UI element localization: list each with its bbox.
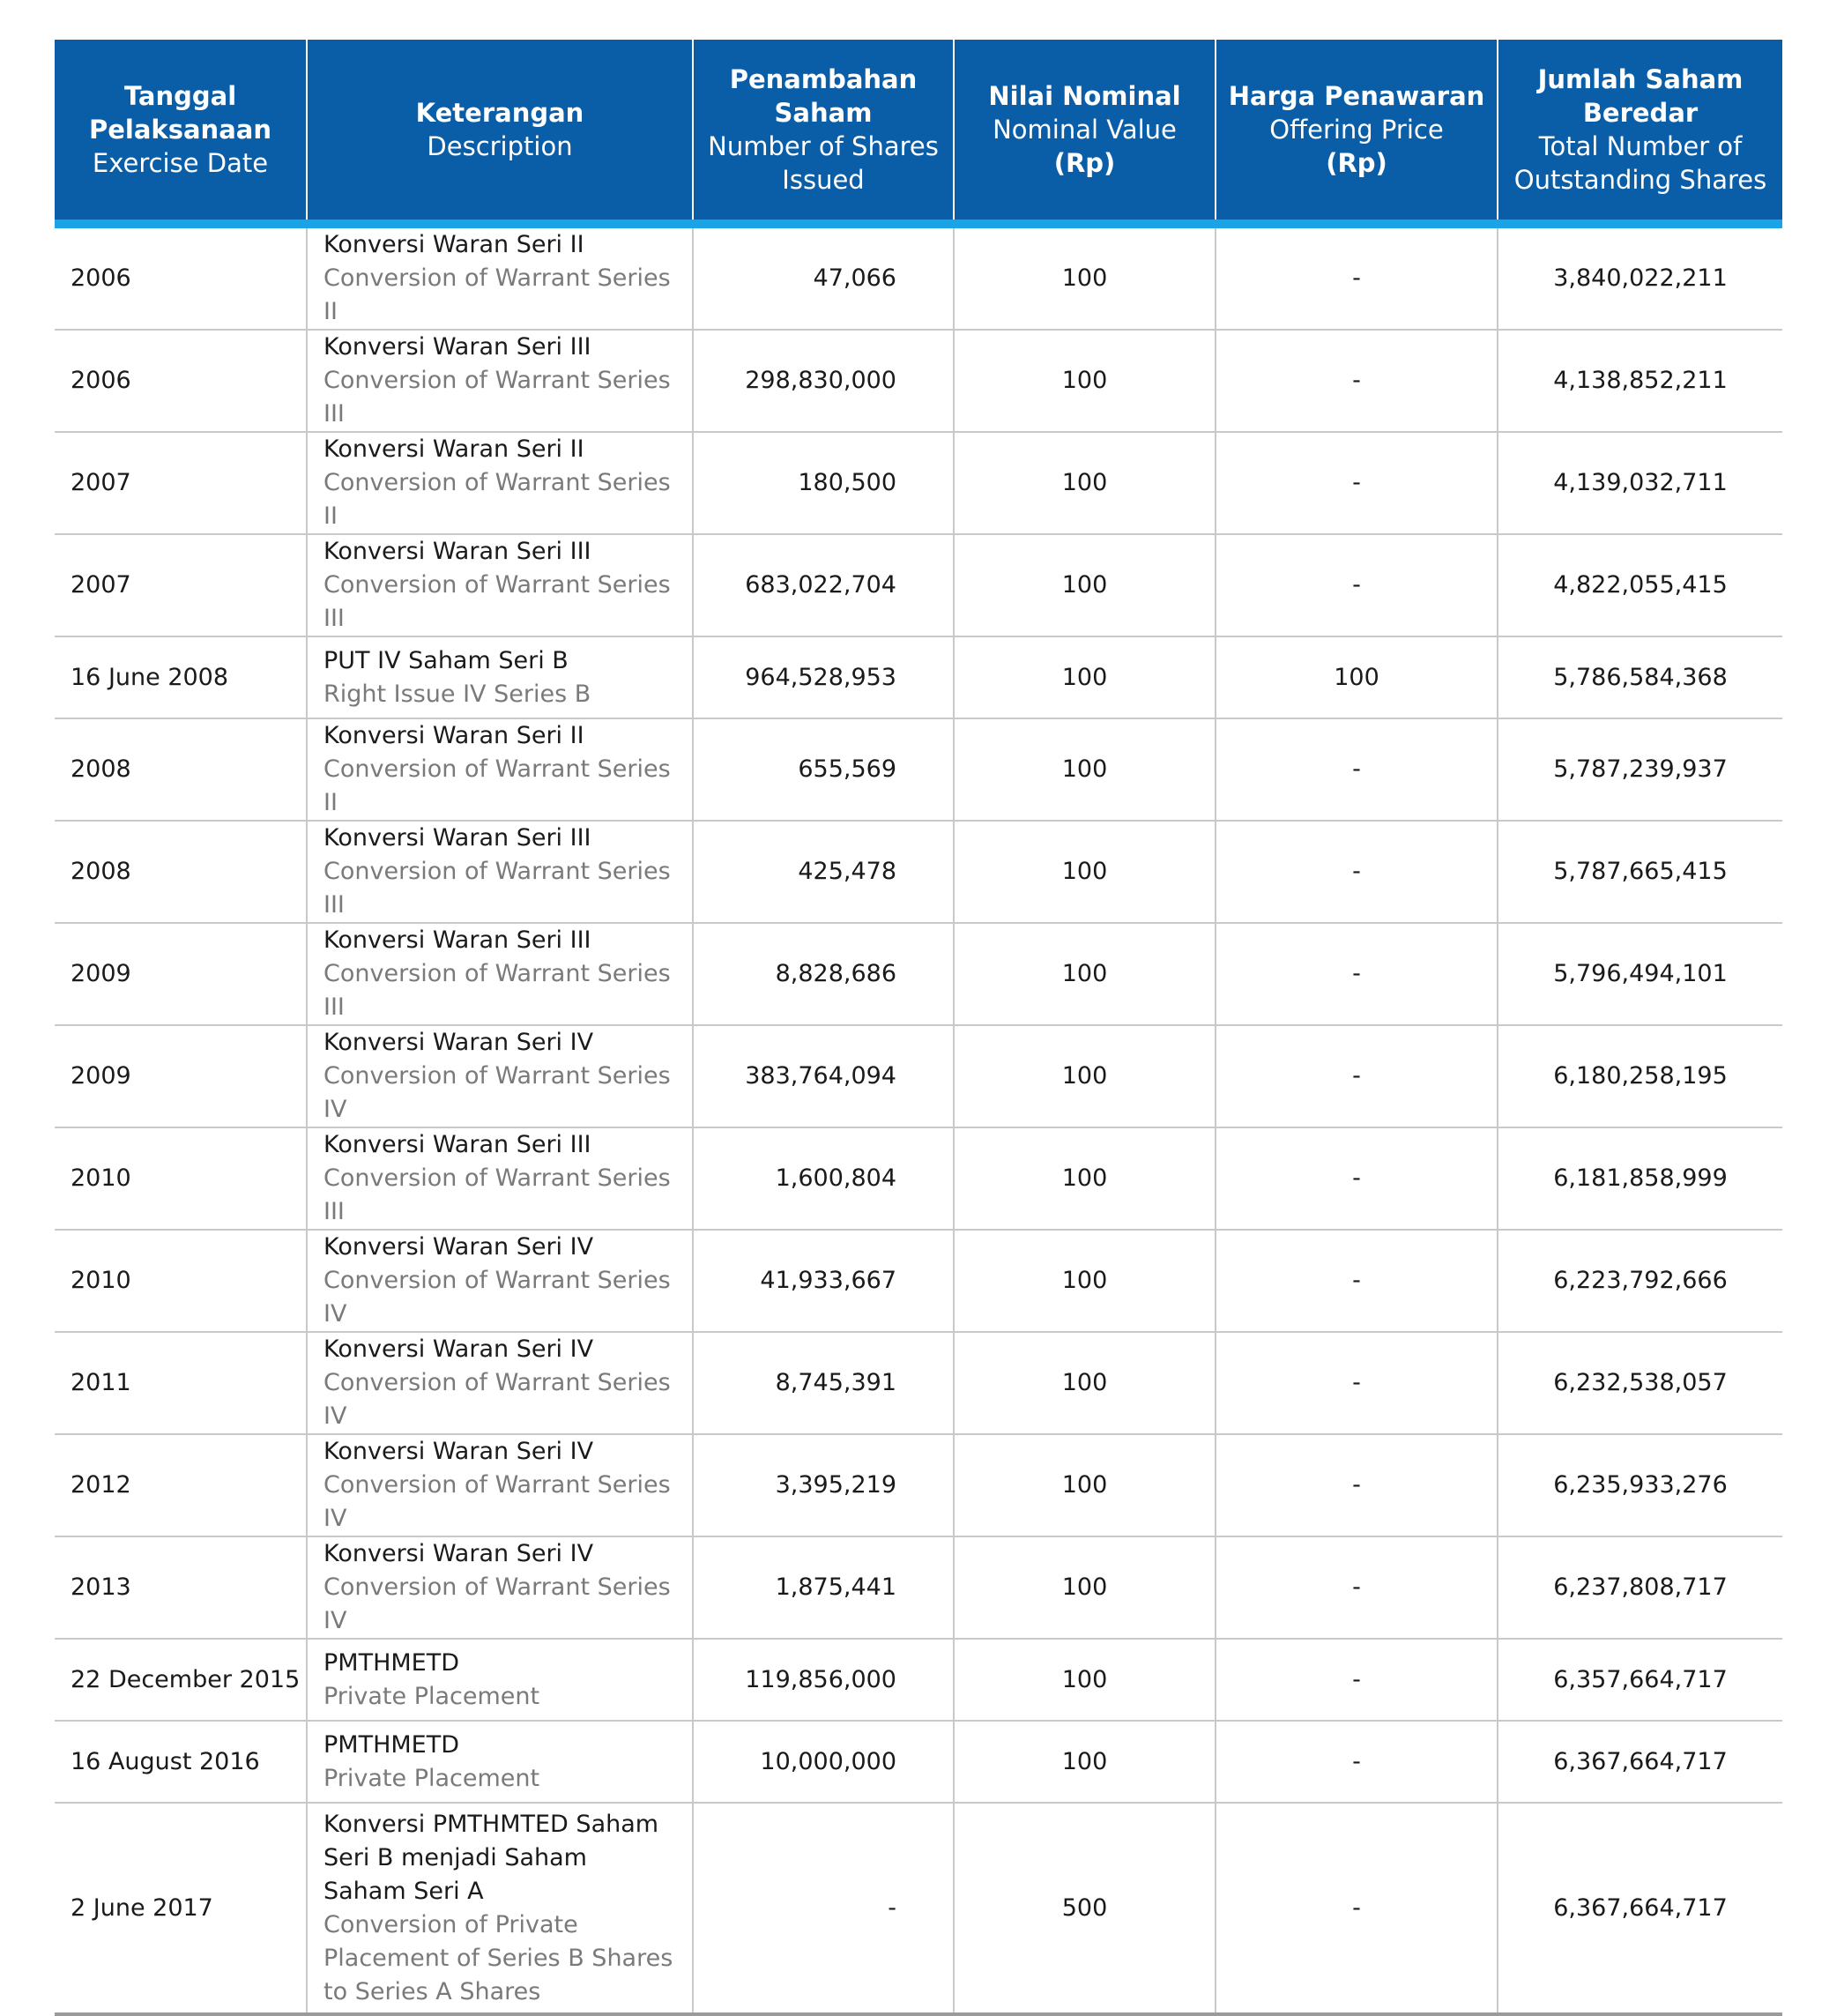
cell-shares-issued: 655,569 <box>693 718 954 821</box>
cell-exercise-date: 2008 <box>55 718 307 821</box>
cell-exercise-date: 2007 <box>55 534 307 636</box>
cell-description-en: Conversion of Warrant Series III <box>323 960 671 1021</box>
cell-nominal-value: 100 <box>954 1230 1216 1332</box>
table-row <box>55 432 1782 534</box>
cell-description-en: Conversion of Warrant Series III <box>323 571 671 632</box>
cell-exercise-date: 2010 <box>55 1230 307 1332</box>
cell-offering-price: - <box>1216 534 1498 636</box>
cell-nominal-value: 500 <box>954 1803 1216 2014</box>
cell-description-id: Konversi Waran Seri II <box>323 231 584 258</box>
cell-shares-issued: 1,600,804 <box>693 1127 954 1230</box>
cell-description <box>307 1803 693 2014</box>
cell-description-en: Conversion of Warrant Series IV <box>323 1573 671 1634</box>
cell-total-outstanding: 4,822,055,415 <box>1498 534 1782 636</box>
cell-description-id: Konversi Waran Seri IV <box>323 1335 594 1363</box>
cell-total-outstanding: 6,367,664,717 <box>1498 1721 1782 1803</box>
cell-description-id: Konversi Waran Seri II <box>323 722 584 749</box>
header-shares-issued-id: Penambahan Saham <box>729 64 918 128</box>
header-description-en: Description <box>427 131 573 161</box>
cell-shares-issued: 119,856,000 <box>693 1639 954 1721</box>
cell-total-outstanding: 4,138,852,211 <box>1498 330 1782 432</box>
cell-exercise-date: 2006 <box>55 330 307 432</box>
cell-nominal-value: 100 <box>954 1332 1216 1434</box>
cell-description-id: Konversi Waran Seri III <box>323 824 591 852</box>
header-accent-bar <box>55 219 1782 228</box>
cell-shares-issued: 1,875,441 <box>693 1536 954 1639</box>
header-description-id: Keterangan <box>415 98 584 128</box>
cell-description <box>307 718 693 821</box>
table-body <box>55 228 1782 2014</box>
cell-description-id: Konversi Waran Seri IV <box>323 1540 594 1567</box>
cell-offering-price: - <box>1216 718 1498 821</box>
cell-total-outstanding: 6,223,792,666 <box>1498 1230 1782 1332</box>
cell-description-en: Conversion of Warrant Series II <box>323 755 671 816</box>
cell-shares-issued: 41,933,667 <box>693 1230 954 1332</box>
cell-nominal-value: 100 <box>954 228 1216 330</box>
cell-shares-issued: 8,745,391 <box>693 1332 954 1434</box>
cell-description-en: Conversion of Warrant Series III <box>323 858 671 919</box>
cell-description <box>307 432 693 534</box>
cell-exercise-date: 2009 <box>55 923 307 1025</box>
cell-description-id: Konversi Waran Seri IV <box>323 1438 594 1465</box>
table-header <box>55 40 1782 228</box>
header-total-outstanding-en: Total Number of Outstanding Shares <box>1513 131 1767 195</box>
cell-description-id: PMTHMETD <box>323 1730 460 1759</box>
cell-nominal-value: 100 <box>954 636 1216 718</box>
header-offering-price-unit: (Rp) <box>1326 148 1387 178</box>
cell-nominal-value: 100 <box>954 923 1216 1025</box>
cell-description <box>307 330 693 432</box>
cell-description-en: Conversion of Warrant Series III <box>323 367 671 428</box>
cell-description <box>307 534 693 636</box>
cell-exercise-date: 16 August 2016 <box>55 1721 307 1803</box>
cell-description-en: Conversion of Private Placement of Series B Shares to Series A Shares <box>323 1910 673 2005</box>
table-row <box>55 1721 1782 1803</box>
cell-offering-price: - <box>1216 1721 1498 1803</box>
cell-nominal-value: 100 <box>954 534 1216 636</box>
header-total-outstanding-id: Jumlah Saham Beredar <box>1537 64 1744 128</box>
cell-description-id: Konversi Waran Seri IV <box>323 1029 594 1056</box>
cell-nominal-value: 100 <box>954 1434 1216 1536</box>
cell-description-en: Private Placement <box>323 1764 540 1792</box>
header-accent-line <box>55 219 1782 228</box>
cell-description <box>307 228 693 330</box>
cell-description-id: PMTHMETD <box>323 1648 460 1677</box>
cell-total-outstanding: 6,180,258,195 <box>1498 1025 1782 1127</box>
cell-exercise-date: 2009 <box>55 1025 307 1127</box>
cell-offering-price: - <box>1216 923 1498 1025</box>
cell-shares-issued: 180,500 <box>693 432 954 534</box>
cell-description <box>307 1536 693 1639</box>
cell-exercise-date: 2011 <box>55 1332 307 1434</box>
cell-description <box>307 923 693 1025</box>
header-nominal-value-en: Nominal Value <box>993 115 1177 145</box>
cell-description-id: Konversi Waran Seri IV <box>323 1233 594 1261</box>
table-row <box>55 330 1782 432</box>
cell-description-id: PUT IV Saham Seri B <box>323 646 569 674</box>
cell-exercise-date: 2007 <box>55 432 307 534</box>
cell-description <box>307 821 693 923</box>
table-row <box>55 1536 1782 1639</box>
cell-exercise-date: 22 December 2015 <box>55 1639 307 1721</box>
cell-total-outstanding: 5,787,239,937 <box>1498 718 1782 821</box>
table-row <box>55 923 1782 1025</box>
table-row <box>55 1803 1782 2014</box>
cell-shares-issued: 10,000,000 <box>693 1721 954 1803</box>
cell-description <box>307 1230 693 1332</box>
cell-exercise-date: 2013 <box>55 1536 307 1639</box>
cell-description <box>307 1127 693 1230</box>
cell-shares-issued: 298,830,000 <box>693 330 954 432</box>
table-row <box>55 636 1782 718</box>
cell-total-outstanding: 6,357,664,717 <box>1498 1639 1782 1721</box>
cell-total-outstanding: 6,237,808,717 <box>1498 1536 1782 1639</box>
header-offering-price <box>1216 40 1498 219</box>
cell-exercise-date: 2 June 2017 <box>55 1803 307 2014</box>
cell-description <box>307 636 693 718</box>
cell-total-outstanding: 6,181,858,999 <box>1498 1127 1782 1230</box>
cell-nominal-value: 100 <box>954 330 1216 432</box>
table-row <box>55 718 1782 821</box>
table-row <box>55 1332 1782 1434</box>
cell-exercise-date: 16 June 2008 <box>55 636 307 718</box>
cell-description <box>307 1721 693 1803</box>
header-total-outstanding <box>1498 40 1782 219</box>
cell-total-outstanding: 6,232,538,057 <box>1498 1332 1782 1434</box>
cell-offering-price: - <box>1216 1127 1498 1230</box>
header-description <box>307 40 693 219</box>
cell-total-outstanding: 4,139,032,711 <box>1498 432 1782 534</box>
share-history-table <box>55 40 1782 2016</box>
cell-nominal-value: 100 <box>954 1127 1216 1230</box>
cell-total-outstanding: 3,840,022,211 <box>1498 228 1782 330</box>
cell-description-en: Conversion of Warrant Series IV <box>323 1471 671 1532</box>
cell-exercise-date: 2006 <box>55 228 307 330</box>
table-row <box>55 228 1782 330</box>
table-row <box>55 1025 1782 1127</box>
cell-nominal-value: 100 <box>954 1025 1216 1127</box>
cell-offering-price: - <box>1216 228 1498 330</box>
cell-description-en: Conversion of Warrant Series IV <box>323 1062 671 1123</box>
cell-nominal-value: 100 <box>954 432 1216 534</box>
cell-description-en: Conversion of Warrant Series III <box>323 1164 671 1225</box>
header-shares-issued-en: Number of Shares Issued <box>708 131 939 195</box>
cell-shares-issued: 425,478 <box>693 821 954 923</box>
cell-shares-issued: 8,828,686 <box>693 923 954 1025</box>
header-offering-price-en: Offering Price <box>1269 115 1444 145</box>
cell-nominal-value: 100 <box>954 1536 1216 1639</box>
cell-total-outstanding: 6,235,933,276 <box>1498 1434 1782 1536</box>
header-nominal-value <box>954 40 1216 219</box>
cell-description-id: Konversi Waran Seri III <box>323 538 591 565</box>
header-nominal-value-unit: (Rp) <box>1053 148 1116 178</box>
cell-offering-price: - <box>1216 1230 1498 1332</box>
cell-offering-price: - <box>1216 330 1498 432</box>
cell-shares-issued: 47,066 <box>693 228 954 330</box>
cell-nominal-value: 100 <box>954 821 1216 923</box>
cell-description-en: Conversion of Warrant Series II <box>323 264 671 325</box>
cell-offering-price: - <box>1216 821 1498 923</box>
cell-description-id: Konversi Waran Seri III <box>323 1131 591 1158</box>
cell-description <box>307 1332 693 1434</box>
cell-nominal-value: 100 <box>954 1721 1216 1803</box>
cell-shares-issued: - <box>693 1803 954 2014</box>
header-offering-price-id: Harga Penawaran <box>1228 81 1485 111</box>
cell-shares-issued: 3,395,219 <box>693 1434 954 1536</box>
cell-description-en: Conversion of Warrant Series II <box>323 469 671 530</box>
header-exercise-date-id: Tanggal Pelaksanaan <box>89 81 271 145</box>
cell-offering-price: - <box>1216 1434 1498 1536</box>
cell-description-id: Konversi Waran Seri II <box>323 435 584 463</box>
header-exercise-date <box>55 40 307 219</box>
cell-shares-issued: 683,022,704 <box>693 534 954 636</box>
table-row <box>55 1639 1782 1721</box>
table-row <box>55 1230 1782 1332</box>
cell-nominal-value: 100 <box>954 1639 1216 1721</box>
cell-shares-issued: 964,528,953 <box>693 636 954 718</box>
cell-offering-price: - <box>1216 1803 1498 2014</box>
header-nominal-value-id: Nilai Nominal <box>988 81 1181 111</box>
cell-description-id: Konversi Waran Seri III <box>323 333 591 361</box>
cell-description-en: Conversion of Warrant Series IV <box>323 1267 671 1328</box>
cell-total-outstanding: 6,367,664,717 <box>1498 1803 1782 2014</box>
cell-description <box>307 1639 693 1721</box>
cell-total-outstanding: 5,787,665,415 <box>1498 821 1782 923</box>
cell-description-id: Konversi Waran Seri III <box>323 926 591 954</box>
table-row <box>55 821 1782 923</box>
cell-description <box>307 1025 693 1127</box>
share-history-table-container <box>55 40 1782 2016</box>
cell-exercise-date: 2012 <box>55 1434 307 1536</box>
cell-shares-issued: 383,764,094 <box>693 1025 954 1127</box>
cell-exercise-date: 2010 <box>55 1127 307 1230</box>
header-exercise-date-en: Exercise Date <box>92 148 269 178</box>
table-row <box>55 1127 1782 1230</box>
cell-offering-price: - <box>1216 432 1498 534</box>
cell-exercise-date: 2008 <box>55 821 307 923</box>
cell-description <box>307 1434 693 1536</box>
cell-total-outstanding: 5,796,494,101 <box>1498 923 1782 1025</box>
cell-offering-price: - <box>1216 1025 1498 1127</box>
cell-description-id: Konversi PMTHMTED Saham Seri B menjadi Saham Saham Seri A <box>323 1810 659 1905</box>
cell-description-en: Private Placement <box>323 1682 540 1710</box>
table-row <box>55 534 1782 636</box>
cell-offering-price: - <box>1216 1639 1498 1721</box>
header-shares-issued <box>693 40 954 219</box>
cell-description-en: Conversion of Warrant Series IV <box>323 1369 671 1430</box>
table-row <box>55 1434 1782 1536</box>
cell-offering-price: 100 <box>1216 636 1498 718</box>
cell-offering-price: - <box>1216 1332 1498 1434</box>
cell-total-outstanding: 5,786,584,368 <box>1498 636 1782 718</box>
cell-nominal-value: 100 <box>954 718 1216 821</box>
cell-description-en: Right Issue IV Series B <box>323 680 591 708</box>
cell-offering-price: - <box>1216 1536 1498 1639</box>
